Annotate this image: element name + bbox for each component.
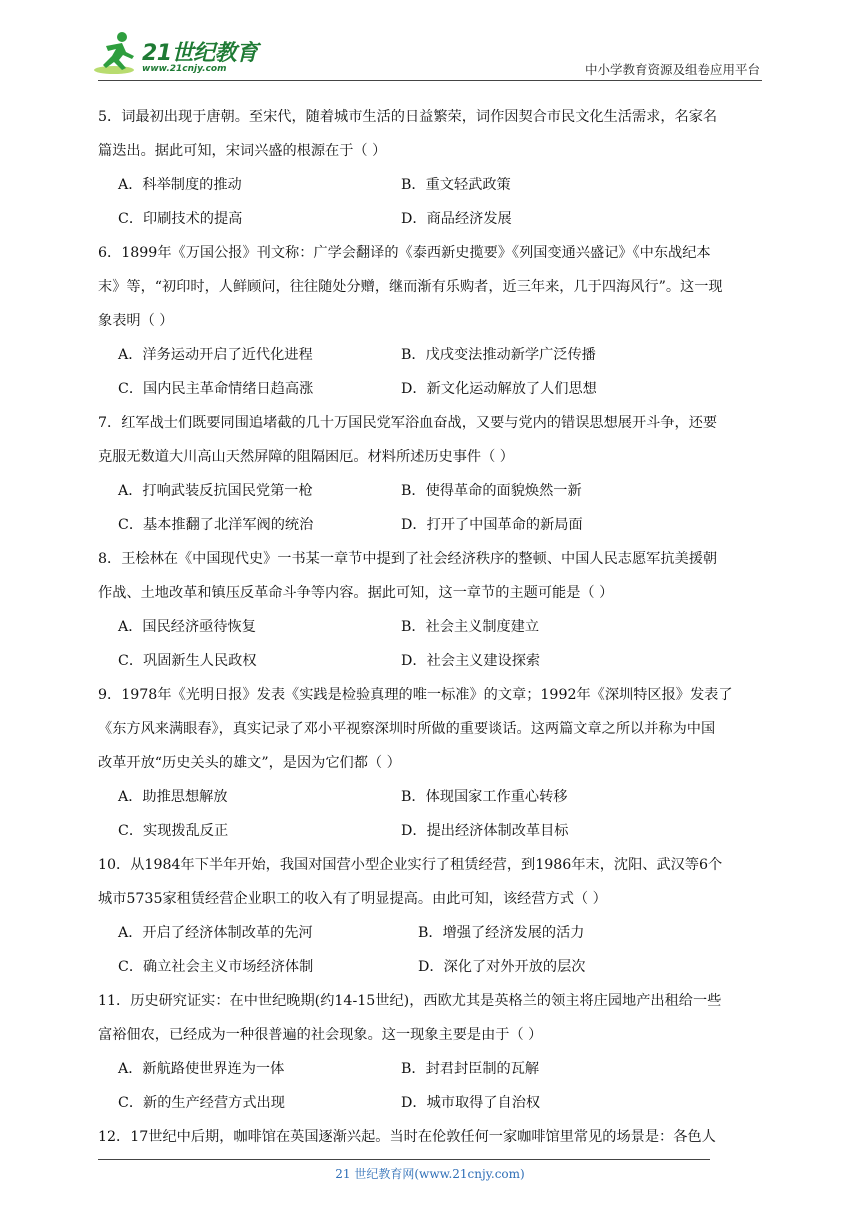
answer-option[interactable]: C．巩固新生人民政权 (118, 653, 257, 669)
question-line: 富裕佃农，已经成为一种很普遍的社会现象。这一现象主要是由于（ ） (98, 1027, 543, 1043)
question-line: 作战、土地改革和镇压反革命斗争等内容。据此可知，这一章节的主题可能是（ ） (98, 585, 614, 601)
question-line: 12．17世纪中后期，咖啡馆在英国逐渐兴起。当时在伦敦任何一家咖啡馆里常见的场景是：各色人 (98, 1129, 716, 1145)
question-line: 城市5735家租赁经营企业职工的收入有了明显提高。由此可知，该经营方式（ ） (98, 891, 607, 907)
answer-option[interactable]: B．社会主义制度建立 (401, 619, 540, 635)
question-line: 末》等，“初印时，人鲜顾问，往往随处分赠，继而渐有乐购者，近三年来，几于四海风行”。这一现 (98, 279, 723, 295)
answer-option[interactable]: B．增强了经济发展的活力 (418, 925, 585, 941)
answer-option[interactable]: A．助推思想解放 (118, 789, 228, 805)
answer-option[interactable]: B．封君封臣制的瓦解 (401, 1061, 540, 1077)
answer-option[interactable]: B．戊戌变法推动新学广泛传播 (401, 347, 596, 363)
question-list (98, 100, 764, 1154)
answer-option[interactable]: D．新文化运动解放了人们思想 (401, 381, 597, 397)
option-list (98, 916, 764, 984)
answer-option[interactable]: A．打响武装反抗国民党第一枪 (118, 483, 313, 499)
question-block (98, 100, 764, 236)
question-line: 6．1899年《万国公报》刊文称：广学会翻译的《泰西新史揽要》《列国变通兴盛记》《中东战纪本 (98, 245, 711, 261)
footer-text: 21 世纪教育网(www.21cnjy.com) (335, 1167, 525, 1181)
header-divider (98, 80, 762, 81)
question-block (98, 1120, 764, 1154)
answer-option[interactable]: D．社会主义建设探索 (401, 653, 541, 669)
question-block (98, 406, 764, 542)
answer-option[interactable]: D．商品经济发展 (401, 211, 512, 227)
answer-option[interactable]: C．基本推翻了北洋军阀的统治 (118, 517, 314, 533)
answer-option[interactable]: D．打开了中国革命的新局面 (401, 517, 583, 533)
answer-option[interactable]: A．国民经济亟待恢复 (118, 619, 256, 635)
question-line: 象表明（ ） (98, 313, 174, 329)
question-block (98, 984, 764, 1120)
option-list (98, 610, 764, 678)
answer-option[interactable]: C．国内民主革命情绪日趋高涨 (118, 381, 314, 397)
answer-option[interactable]: D．城市取得了自治权 (401, 1095, 541, 1111)
logo-url: www.21cnjy.com (142, 64, 227, 74)
question-line: 改革开放“历史关头的雄文”，是因为它们都（ ） (98, 755, 401, 771)
answer-option[interactable]: C．确立社会主义市场经济体制 (118, 959, 314, 975)
option-list (98, 338, 764, 406)
page-header (0, 0, 860, 90)
site-logo (92, 30, 262, 80)
question-line: 10．从1984年下半年开始，我国对国营小型企业实行了租赁经营，到1986年末，沈阳、武汉等6个 (98, 857, 723, 873)
option-list (98, 780, 764, 848)
platform-name: 中小学教育资源及组卷应用平台 (584, 62, 760, 77)
answer-option[interactable]: C．新的生产经营方式出现 (118, 1095, 285, 1111)
question-line: 8．王桧林在《中国现代史》一书某一章节中提到了社会经济秩序的整顿、中国人民志愿军抗美援朝 (98, 551, 718, 567)
runner-logo-icon (92, 30, 140, 76)
question-line: 篇迭出。据此可知，宋词兴盛的根源在于（ ） (98, 143, 387, 159)
answer-option[interactable]: A．洋务运动开启了近代化进程 (118, 347, 313, 363)
question-line: 《东方风来满眼春》，真实记录了邓小平视察深圳时所做的重要谈话。这两篇文章之所以并称为中国 (98, 721, 716, 737)
question-block (98, 678, 764, 848)
question-block (98, 236, 764, 406)
question-block (98, 542, 764, 678)
answer-option[interactable]: D．深化了对外开放的层次 (418, 959, 586, 975)
option-list (98, 474, 764, 542)
logo-text: 21世纪教育 (142, 41, 258, 66)
answer-option[interactable]: C．印刷技术的提高 (118, 211, 243, 227)
option-list (98, 168, 764, 236)
answer-option[interactable]: A．科举制度的推动 (118, 177, 242, 193)
answer-option[interactable]: B．使得革命的面貌焕然一新 (401, 483, 582, 499)
answer-option[interactable]: B．体现国家工作重心转移 (401, 789, 568, 805)
question-line: 9．1978年《光明日报》发表《实践是检验真理的唯一标准》的文章；1992年《深圳特区报》发表了 (98, 687, 733, 703)
question-line: 克服无数道大川高山天然屏障的阻隔困厄。材料所述历史事件（ ） (98, 449, 514, 465)
question-block (98, 848, 764, 984)
question-line: 11．历史研究证实：在中世纪晚期(约14-15世纪)，西欧尤其是英格兰的领主将庄园地产出租给一些 (98, 993, 722, 1009)
answer-option[interactable]: A．开启了经济体制改革的先河 (118, 925, 313, 941)
question-line: 5．词最初出现于唐朝。至宋代，随着城市生活的日益繁荣，词作因契合市民文化生活需求，名家名 (98, 109, 718, 125)
footer-divider (98, 1159, 710, 1160)
question-line: 7．红军战士们既要同围追堵截的几十万国民党军浴血奋战，又要与党内的错误思想展开斗争，还要 (98, 415, 718, 431)
answer-option[interactable]: D．提出经济体制改革目标 (401, 823, 569, 839)
answer-option[interactable]: C．实现拨乱反正 (118, 823, 229, 839)
option-list (98, 1052, 764, 1120)
answer-option[interactable]: B．重文轻武政策 (401, 177, 511, 193)
answer-option[interactable]: A．新航路使世界连为一体 (118, 1061, 285, 1077)
